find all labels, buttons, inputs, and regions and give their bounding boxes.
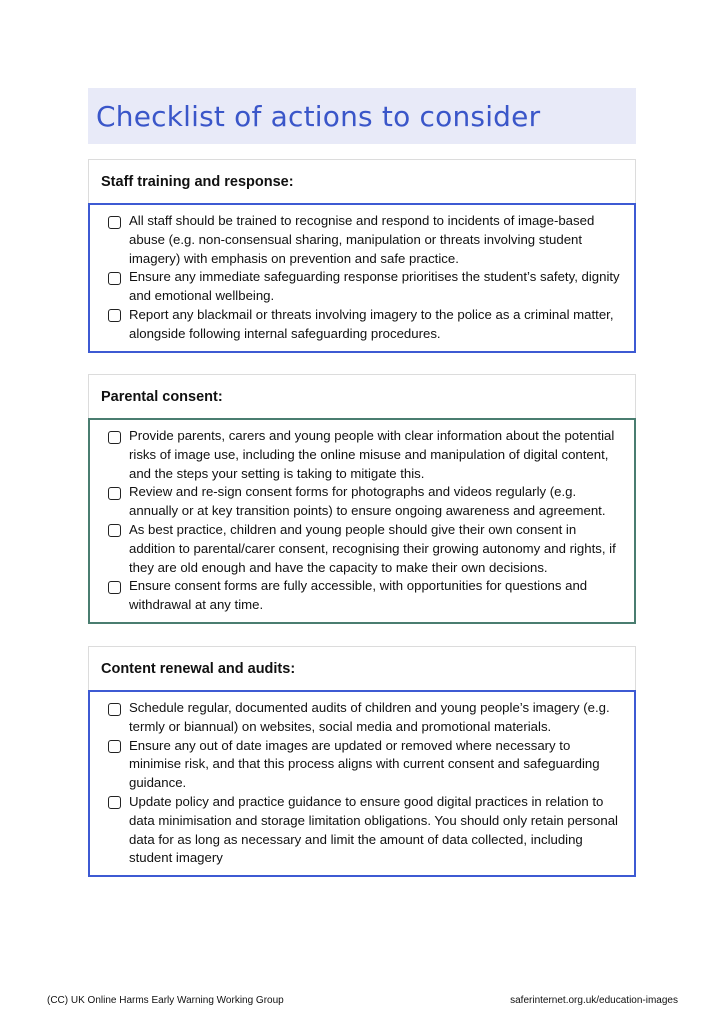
section-content-renewal [88, 646, 636, 877]
checklist-item [108, 521, 624, 577]
checkbox[interactable] [108, 703, 121, 716]
page-title: Checklist of actions to consider [96, 99, 541, 133]
checklist-item-text: Review and re-sign consent forms for photographs and videos regularly (e.g. annually or at key transition points) to ensure ongoing awareness and agreement. [129, 484, 606, 519]
checklist-item [108, 212, 624, 268]
footer-credit: (CC) UK Online Harms Early Warning Working Group [47, 995, 284, 1006]
checklist-item-text: Ensure any out of date images are updated or removed where necessary to minimise risk, and that this process aligns with current consent and safeguarding guidance. [129, 737, 600, 791]
checklist-item-text: As best practice, children and young people should give their own consent in addition to parental/carer consent, recognising their growing autonomy and rights, if they are old enough and have the capacity to make their own decisions. [129, 521, 616, 575]
section-heading: Parental consent: [88, 374, 636, 418]
checklist-item [108, 577, 624, 615]
checkbox[interactable] [108, 524, 121, 537]
checklist-item-text: Provide parents, carers and young people with clear information about the potential risks of image use, including the online misuse and manipulation of digital content, and the steps your setting is taking to mitigate this. [129, 428, 615, 481]
section-checklist [88, 690, 636, 877]
checkbox[interactable] [108, 431, 121, 444]
checklist-item [108, 737, 624, 793]
footer-url: saferinternet.org.uk/education-images [510, 995, 678, 1006]
checklist-item [108, 483, 624, 521]
checklist-item [108, 306, 624, 344]
checklist-item-text: Update policy and practice guidance to ensure good digital practices in relation to data minimisation and storage limitation obligations. You should only retain personal data for as long as necessary and limit the amount of data collected, including student imagery [129, 793, 618, 866]
checkbox[interactable] [108, 309, 121, 322]
section-checklist [88, 203, 636, 353]
checklist-item [108, 699, 624, 737]
checklist-item [108, 427, 624, 483]
section-heading: Staff training and response: [88, 159, 636, 203]
checkbox[interactable] [108, 487, 121, 500]
checklist-item-text: Report any blackmail or threats involving imagery to the police as a criminal matter, alongside following internal safeguarding procedures. [129, 306, 614, 341]
checklist-item-text: Schedule regular, documented audits of children and young people’s imagery (e.g. termly or biannual) on websites, social media and promotional materials. [129, 700, 610, 734]
section-staff-training [88, 159, 636, 353]
title-banner [88, 88, 636, 144]
checkbox[interactable] [108, 796, 121, 809]
checkbox[interactable] [108, 216, 121, 229]
checklist-item [108, 793, 624, 868]
section-checklist [88, 418, 636, 624]
checklist-item-text: All staff should be trained to recognise and respond to incidents of image-based abuse (e.g. non-consensual sharing, manipulation or threats involving student imagery) with emphasis on prevention and safe practice. [129, 213, 595, 266]
checklist-item [108, 268, 624, 306]
checkbox[interactable] [108, 740, 121, 753]
checklist-item-text: Ensure consent forms are fully accessible, with opportunities for questions and withdrawal at any time. [129, 578, 588, 613]
checkbox[interactable] [108, 581, 121, 594]
section-parental-consent [88, 374, 636, 624]
section-heading: Content renewal and audits: [88, 646, 636, 690]
checkbox[interactable] [108, 272, 121, 285]
checklist-item-text: Ensure any immediate safeguarding response prioritises the student’s safety, dignity and emotional wellbeing. [129, 269, 620, 304]
